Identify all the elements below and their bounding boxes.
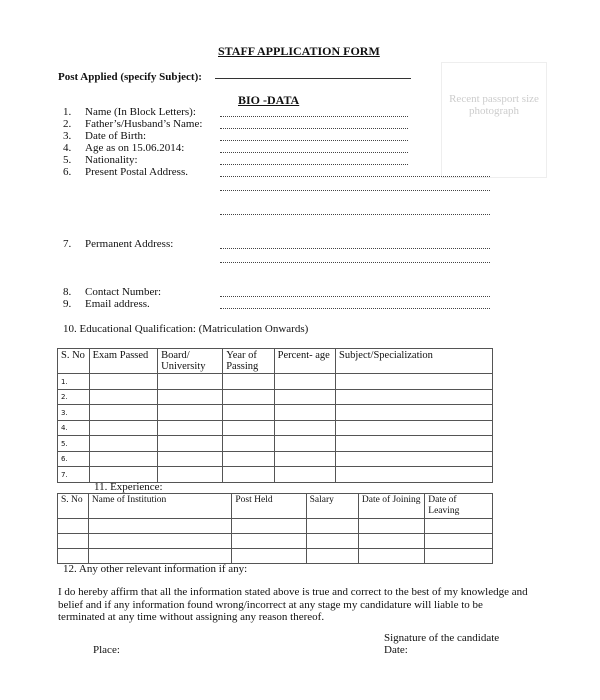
- experience-cell[interactable]: [232, 534, 306, 549]
- education-cell[interactable]: [274, 467, 335, 483]
- education-row: [58, 436, 493, 452]
- education-cell[interactable]: [223, 405, 274, 421]
- experience-cell[interactable]: [88, 519, 232, 534]
- field-label: Father’s/Husband’s Name:: [85, 118, 203, 130]
- field-input-line[interactable]: [220, 164, 408, 165]
- field-input-line[interactable]: [220, 248, 490, 249]
- field-input-line[interactable]: [220, 176, 490, 177]
- education-cell[interactable]: [89, 389, 158, 405]
- field-number: 6.: [63, 166, 72, 178]
- education-header-cell: Subject/Specialization: [336, 349, 493, 374]
- field-input-line[interactable]: [220, 128, 408, 129]
- experience-cell[interactable]: [425, 534, 493, 549]
- bio-data-heading: BIO -DATA: [238, 93, 300, 107]
- field-label: Present Postal Address.: [85, 166, 188, 178]
- field-number: 4.: [63, 142, 72, 154]
- education-cell[interactable]: [158, 436, 223, 452]
- other-info-label: 12. Any other relevant information if any:: [63, 563, 248, 575]
- education-cell[interactable]: [274, 374, 335, 390]
- field-number: 7.: [63, 238, 72, 250]
- row-number: 4.: [58, 420, 90, 436]
- experience-header-cell: Name of Institution: [88, 494, 232, 519]
- address-continuation-line[interactable]: [220, 262, 490, 263]
- education-cell[interactable]: [223, 467, 274, 483]
- education-cell[interactable]: [223, 451, 274, 467]
- experience-cell[interactable]: [306, 519, 358, 534]
- education-cell[interactable]: [336, 389, 493, 405]
- education-cell[interactable]: [336, 405, 493, 421]
- education-label: 10. Educational Qualification: (Matriculation Onwards): [63, 323, 309, 335]
- education-header-cell: Percent- age: [274, 349, 335, 374]
- row-number: 1.: [58, 374, 90, 390]
- experience-header-cell: Salary: [306, 494, 358, 519]
- experience-cell[interactable]: [306, 534, 358, 549]
- education-cell[interactable]: [274, 451, 335, 467]
- signature-label: Signature of the candidate: [384, 632, 500, 644]
- experience-header-cell: Date of Leaving: [425, 494, 493, 519]
- education-header-cell: S. No: [58, 349, 90, 374]
- education-cell[interactable]: [158, 451, 223, 467]
- experience-cell[interactable]: [58, 534, 89, 549]
- experience-label: 11. Experience:: [94, 481, 163, 493]
- field-number: 2.: [63, 118, 72, 130]
- post-applied-field[interactable]: [215, 78, 411, 79]
- education-cell[interactable]: [89, 405, 158, 421]
- education-cell[interactable]: [89, 374, 158, 390]
- education-header-cell: Board/ University: [158, 349, 223, 374]
- field-input-line[interactable]: [220, 296, 490, 297]
- row-number: 6.: [58, 451, 90, 467]
- education-row: [58, 405, 493, 421]
- field-input-line[interactable]: [220, 152, 408, 153]
- education-row: [58, 467, 493, 483]
- education-cell[interactable]: [274, 420, 335, 436]
- experience-row: [58, 519, 493, 534]
- education-cell[interactable]: [223, 436, 274, 452]
- field-input-line[interactable]: [220, 308, 490, 309]
- field-number: 9.: [63, 298, 72, 310]
- field-number: 3.: [63, 130, 72, 142]
- education-cell[interactable]: [223, 420, 274, 436]
- education-header-cell: Exam Passed: [89, 349, 158, 374]
- education-table: [57, 348, 493, 483]
- experience-cell[interactable]: [58, 549, 89, 564]
- post-applied-label: Post Applied (specify Subject):: [58, 71, 202, 83]
- education-cell[interactable]: [336, 374, 493, 390]
- address-continuation-line[interactable]: [220, 190, 490, 191]
- education-cell[interactable]: [89, 467, 158, 483]
- experience-header-row: [58, 494, 493, 519]
- field-label: Contact Number:: [85, 286, 162, 298]
- experience-row: [58, 534, 493, 549]
- row-number: 7.: [58, 467, 90, 483]
- education-cell[interactable]: [89, 420, 158, 436]
- experience-cell[interactable]: [425, 519, 493, 534]
- experience-row: [58, 549, 493, 564]
- education-cell[interactable]: [274, 405, 335, 421]
- field-input-line[interactable]: [220, 116, 408, 117]
- experience-table: [57, 493, 493, 564]
- declaration: I do hereby affirm that all the information stated above is true and correct to the best of my knowledge and belief and if any information found wrong/incorrect at any stage my candidature will liable to be terminated at any time without assigning any reason thereof.: [58, 586, 528, 623]
- photo-placeholder: Recent passport size photograph: [449, 93, 539, 117]
- experience-header-cell: S. No: [58, 494, 89, 519]
- place-label: Place:: [93, 644, 120, 656]
- education-cell[interactable]: [274, 436, 335, 452]
- education-cell[interactable]: [89, 451, 158, 467]
- education-cell[interactable]: [223, 374, 274, 390]
- experience-cell[interactable]: [306, 549, 358, 564]
- education-cell[interactable]: [336, 467, 493, 483]
- education-cell[interactable]: [336, 451, 493, 467]
- education-row: [58, 451, 493, 467]
- experience-cell[interactable]: [358, 519, 424, 534]
- education-cell[interactable]: [158, 405, 223, 421]
- field-number: 8.: [63, 286, 72, 298]
- education-cell[interactable]: [158, 420, 223, 436]
- education-cell[interactable]: [158, 374, 223, 390]
- experience-header-cell: Post Held: [232, 494, 306, 519]
- form-title: STAFF APPLICATION FORM: [218, 44, 380, 58]
- experience-cell[interactable]: [425, 549, 493, 564]
- field-label: Email address.: [85, 298, 150, 310]
- row-number: 3.: [58, 405, 90, 421]
- experience-header-cell: Date of Joining: [358, 494, 424, 519]
- education-cell[interactable]: [158, 467, 223, 483]
- education-row: [58, 374, 493, 390]
- photo-box[interactable]: [441, 62, 547, 178]
- education-header-cell: Year of Passing: [223, 349, 274, 374]
- education-cell[interactable]: [274, 389, 335, 405]
- education-header-row: [58, 349, 493, 374]
- field-label: Permanent Address:: [85, 238, 174, 250]
- education-cell[interactable]: [336, 436, 493, 452]
- experience-cell[interactable]: [58, 519, 89, 534]
- address-continuation-line[interactable]: [220, 214, 490, 215]
- education-cell[interactable]: [336, 420, 493, 436]
- field-label: Nationality:: [85, 154, 138, 166]
- education-cell[interactable]: [158, 389, 223, 405]
- field-input-line[interactable]: [220, 140, 408, 141]
- field-number: 5.: [63, 154, 72, 166]
- experience-cell[interactable]: [232, 519, 306, 534]
- field-label: Age as on 15.06.2014:: [85, 142, 185, 154]
- experience-cell[interactable]: [88, 549, 232, 564]
- experience-cell[interactable]: [358, 549, 424, 564]
- row-number: 2.: [58, 389, 90, 405]
- education-cell[interactable]: [89, 436, 158, 452]
- row-number: 5.: [58, 436, 90, 452]
- education-cell[interactable]: [223, 389, 274, 405]
- education-row: [58, 420, 493, 436]
- field-label: Name (In Block Letters):: [85, 106, 196, 118]
- field-number: 1.: [63, 106, 72, 118]
- field-label: Date of Birth:: [85, 130, 147, 142]
- date-label: Date:: [384, 644, 408, 656]
- experience-cell[interactable]: [88, 534, 232, 549]
- experience-cell[interactable]: [358, 534, 424, 549]
- experience-cell[interactable]: [232, 549, 306, 564]
- education-row: [58, 389, 493, 405]
